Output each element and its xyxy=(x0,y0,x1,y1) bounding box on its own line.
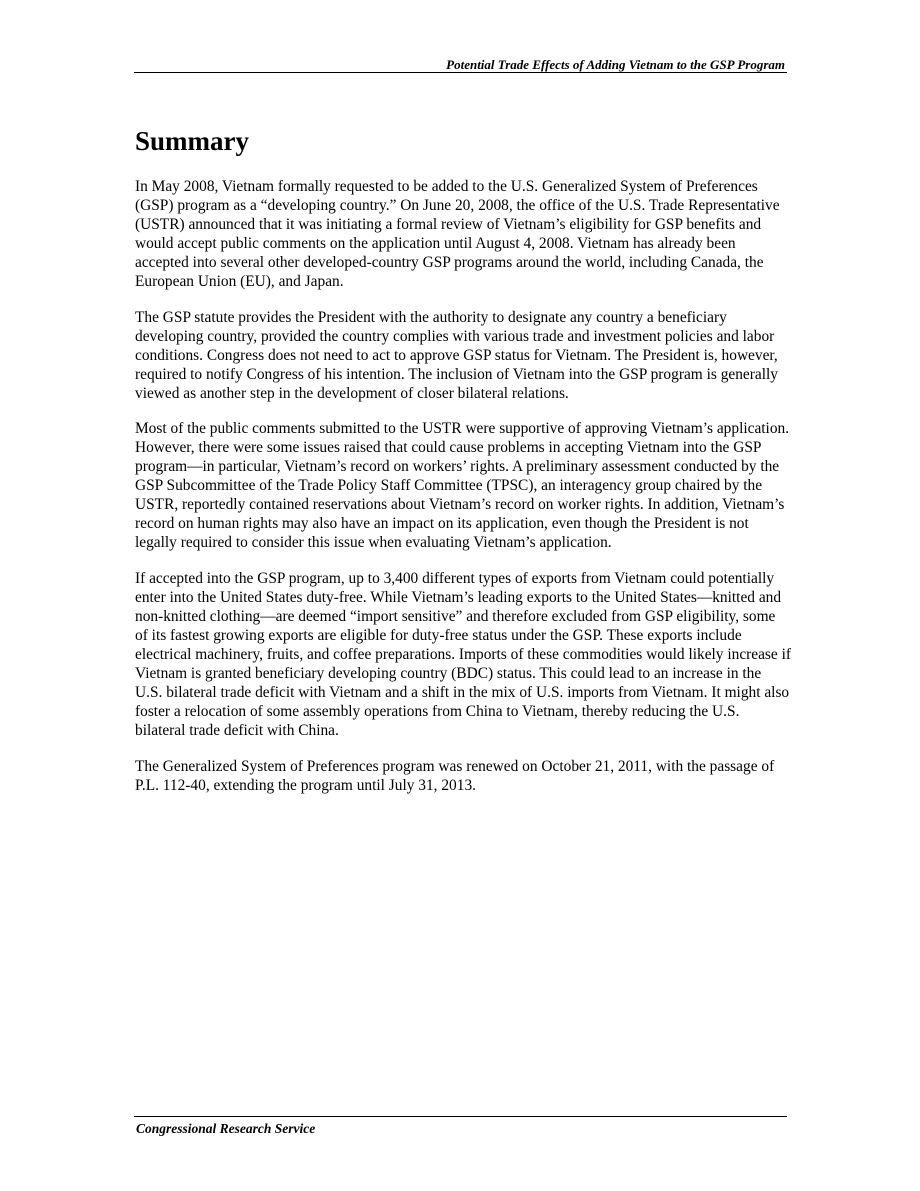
paragraph-5: The Generalized System of Preferences program was renewed on October 21, 2011, with the passage of P.L. 112-40, extending the program until July 31, 2013. xyxy=(135,757,775,794)
summary-body xyxy=(135,177,791,811)
paragraph-4: If accepted into the GSP program, up to 3,400 different types of exports from Vietnam could potentially enter into the United States duty-free. While Vietnam’s leading exports to the United States—knitted and non-knitted clothing—are deemed “import sensitive” and therefore excluded from GSP eligibility, some of its fastest growing exports are eligible for duty-free status under the GSP. These exports include electrical machinery, fruits, and coffee preparations. Imports of these commodities would likely increase if Vietnam is granted beneficiary developing country (BDC) status. This could lead to an increase in the U.S. bilateral trade deficit with Vietnam and a shift in the mix of U.S. imports from Vietnam. It might also foster a relocation of some assembly operations from China to Vietnam, thereby reducing the U.S. bilateral trade deficit with China. xyxy=(135,570,792,740)
paragraph-1: In May 2008, Vietnam formally requested to be added to the U.S. Generalized System of Preferences (GSP) program as a “developing country.” On June 20, 2008, the office of the U.S. Trade Representative (USTR) announced that it was initiating a formal review of Vietnam’s eligibility for GSP benefits and would accept public comments on the application until August 4, 2008. Vietnam has already been accepted into several other developed-country GSP programs around the world, including Canada, the European Union (EU), and Japan. xyxy=(135,178,780,290)
page-footer xyxy=(134,1116,787,1137)
paragraph-2: The GSP statute provides the President with the authority to designate any country a beneficiary developing country, provided the country complies with various trade and investment policies and labor conditions. Congress does not need to act to approve GSP status for Vietnam. The President is, however, required to notify Congress of his intention. The inclusion of Vietnam into the GSP program is generally viewed as another step in the development of closer bilateral relations. xyxy=(135,308,778,402)
footer-source: Congressional Research Service xyxy=(136,1121,316,1136)
running-header-title: Potential Trade Effects of Adding Vietnam to the GSP Program xyxy=(446,57,785,72)
paragraph-3: Most of the public comments submitted to the USTR were supportive of approving Vietnam’s application. However, there were some issues raised that could cause problems in accepting Vietnam into the GSP program—in particular, Vietnam’s record on workers’ rights. A preliminary assessment conducted by the GSP Subcommittee of the Trade Policy Staff Committee (TPSC), an interagency group chaired by the USTR, reportedly contained reservations about Vietnam’s record on worker rights. In addition, Vietnam’s record on human rights may also have an impact on its application, even though the President is not legally required to consider this issue when evaluating Vietnam’s application. xyxy=(135,420,790,552)
running-header xyxy=(134,56,787,73)
section-title: Summary xyxy=(135,126,249,156)
